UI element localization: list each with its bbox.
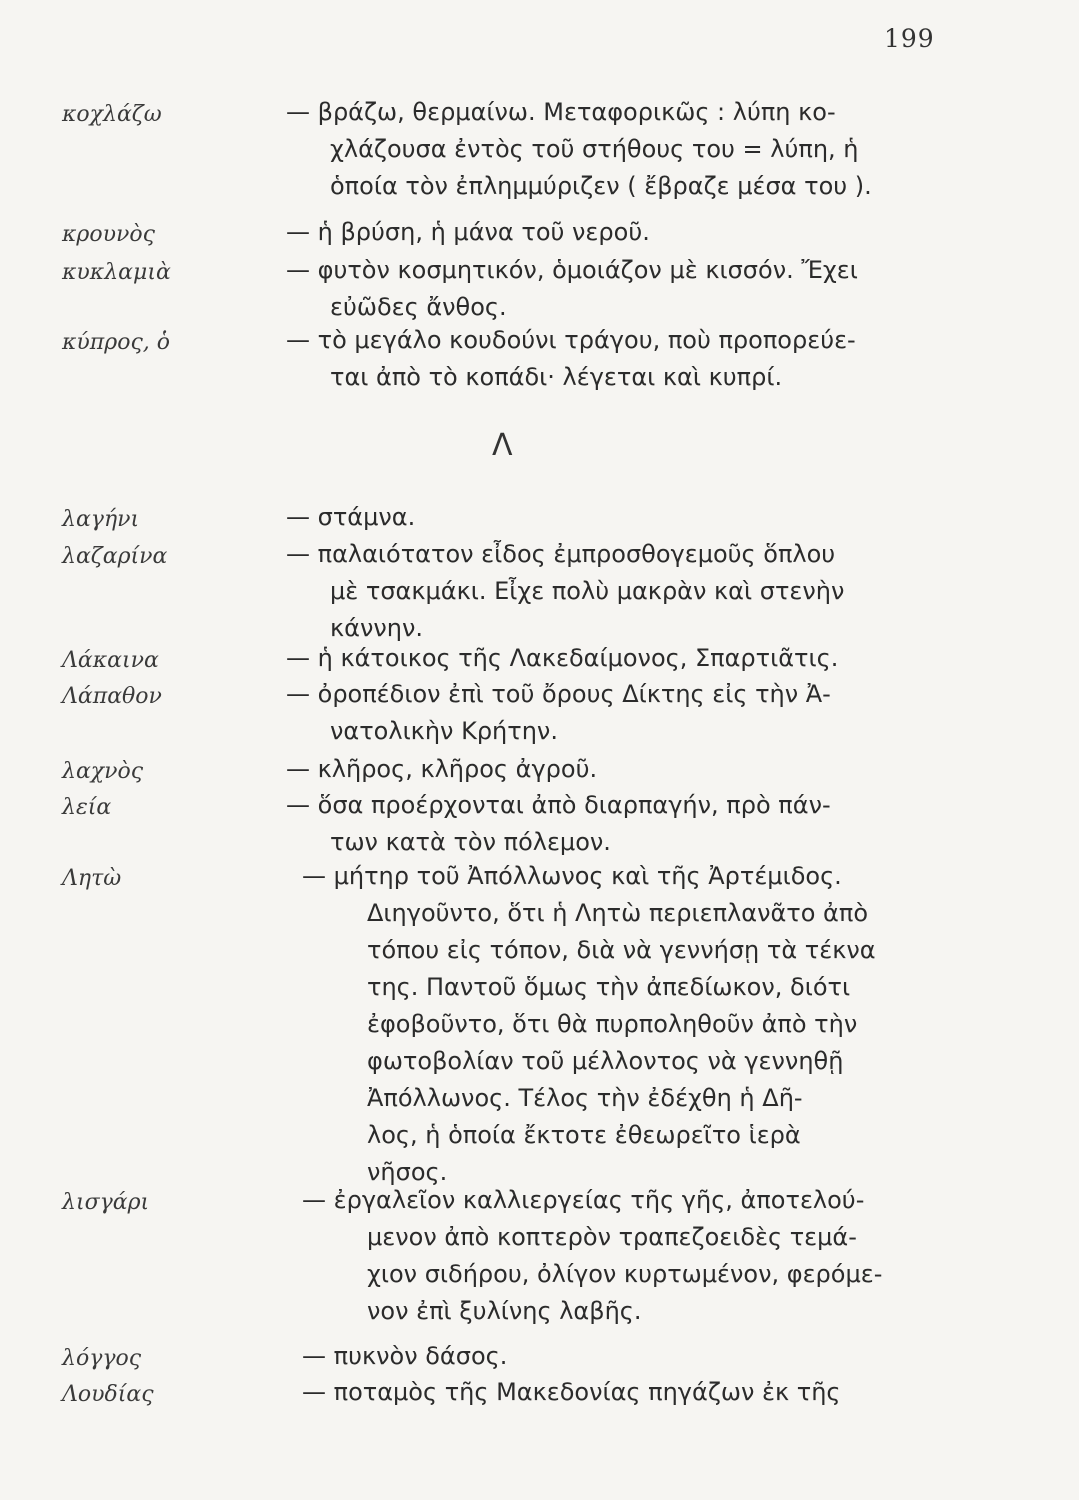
- entry-definition-first-line: — φυτὸν κοσμητικόν, ὁμοιάζον μὲ κισσόν. Ἔχει: [286, 256, 858, 284]
- entry-definition-first-line: — βράζω, θερμαίνω. Μεταφορικῶς : λύπη κο-: [286, 98, 836, 126]
- entry-definition-first-line: — ἡ κάτοικος τῆς Λακεδαίμονος, Σπαρτιᾶτις.: [286, 644, 839, 672]
- entry-headword: λαγήνι: [62, 507, 140, 532]
- entry-definition-line: των κατὰ τὸν πόλεμον.: [330, 828, 611, 856]
- entry-definition-first-line: — ἡ βρύση, ἡ μάνα τοῦ νεροῦ.: [286, 218, 650, 246]
- entry-definition-first-line: — ὀροπέδιον ἐπὶ τοῦ ὄρους Δίκτης εἰς τὴν Ἀ-: [286, 680, 831, 708]
- entry-definition-line: κάννην.: [330, 614, 424, 642]
- page-number: 199: [884, 24, 935, 53]
- entry-definition-first-line: — κλῆρος, κλῆρος ἀγροῦ.: [286, 755, 598, 783]
- entry-definition-line: ται ἀπὸ τὸ κοπάδι· λέγεται καὶ κυπρί.: [330, 363, 783, 391]
- entry-definition-first-line: — ἐργαλεῖον καλλιεργείας τῆς γῆς, ἀποτελού-: [302, 1186, 865, 1214]
- entry-definition-line: μὲ τσακμάκι. Εἶχε πολὺ μακρὰν καὶ στενὴν: [330, 577, 845, 605]
- entry-definition-line: εὐῶδες ἄνθος.: [330, 293, 507, 321]
- entry-definition-first-line: — στάμνα.: [286, 503, 416, 531]
- entry-definition-line: μενον ἀπὸ κοπτερὸν τραπεζοειδὲς τεμά-: [367, 1223, 857, 1251]
- entry-definition-first-line: — πυκνὸν δάσος.: [302, 1342, 508, 1370]
- entry-headword: Λάκαινα: [62, 648, 159, 673]
- entry-headword: κυκλαμιὰ: [62, 260, 171, 285]
- entry-definition-first-line: — μήτηρ τοῦ Ἀπόλλωνος καὶ τῆς Ἀρτέμιδος.: [302, 862, 842, 890]
- entry-definition-line: Διηγοῦντο, ὅτι ἡ Λητὼ περιεπλανᾶτο ἀπὸ: [367, 899, 869, 927]
- entry-definition-first-line: — τὸ μεγάλο κουδούνι τράγου, ποὺ προπορεύε-: [286, 326, 856, 354]
- entry-definition-line: Ἀπόλλωνος. Τέλος τὴν ἐδέχθη ἡ Δῆ-: [367, 1084, 803, 1112]
- entry-definition-line: νατολικὴν Κρήτην.: [330, 717, 558, 745]
- entry-definition-line: ἐφοβοῦντο, ὅτι θὰ πυρποληθοῦν ἀπὸ τὴν: [367, 1010, 858, 1038]
- entry-headword: κύπρος, ὁ: [62, 330, 170, 355]
- entry-headword: Λουδίας: [62, 1382, 154, 1407]
- entry-headword: κρουνὸς: [62, 222, 155, 247]
- entry-definition-line: νῆσος.: [367, 1158, 448, 1186]
- entry-headword: λαχνὸς: [62, 759, 144, 784]
- entry-headword: λισγάρι: [62, 1190, 150, 1215]
- entry-definition-line: ὁποία τὸν ἐπλημμύριζεν ( ἔβραζε μέσα του ).: [330, 172, 872, 200]
- entry-definition-line: νον ἐπὶ ξυλίνης λαβῆς.: [367, 1297, 642, 1325]
- entry-definition-first-line: — παλαιότατον εἶδος ἐμπροσθογεμοῦς ὅπλου: [286, 540, 836, 568]
- entry-headword: κοχλάζω: [62, 102, 162, 127]
- entry-headword: λόγγος: [62, 1346, 142, 1371]
- entry-definition-line: της. Παντοῦ ὅμως τὴν ἀπεδίωκον, διότι: [367, 973, 851, 1001]
- entry-definition-line: τόπου εἰς τόπον, διὰ νὰ γεννήσῃ τὰ τέκνα: [367, 936, 876, 964]
- entry-definition-first-line: — ποταμὸς τῆς Μακεδονίας πηγάζων ἐκ τῆς: [302, 1378, 841, 1406]
- entry-headword: λεία: [62, 795, 112, 820]
- entry-headword: Λητὼ: [62, 866, 122, 891]
- entry-definition-line: χιον σιδήρου, ὀλίγον κυρτωμένον, φερόμε-: [367, 1260, 883, 1288]
- entry-definition-first-line: — ὅσα προέρχονται ἀπὸ διαρπαγήν, πρὸ πάν-: [286, 791, 831, 819]
- entry-definition-line: φωτοβολίαν τοῦ μέλλοντος νὰ γεννηθῇ: [367, 1047, 844, 1075]
- entry-definition-line: χλάζουσα ἐντὸς τοῦ στήθους του = λύπη, ἡ: [330, 135, 859, 163]
- entry-headword: λαζαρίνα: [62, 544, 168, 569]
- entry-definition-line: λος, ἡ ὁποία ἔκτοτε ἐθεωρεῖτο ἱερὰ: [367, 1121, 801, 1149]
- section-letter-lambda: Λ: [492, 428, 513, 463]
- entry-headword: Λάπαθον: [62, 684, 162, 709]
